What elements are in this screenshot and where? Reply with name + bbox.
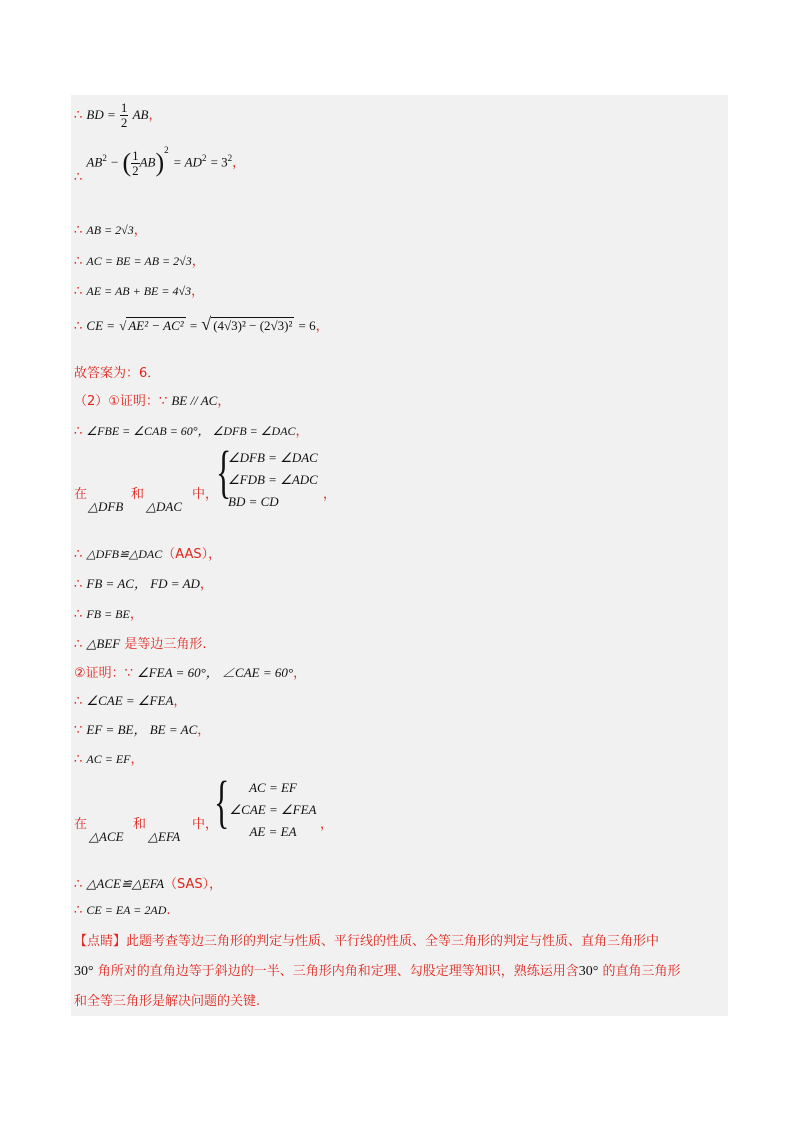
- label-zhong: 中，: [192, 817, 219, 832]
- formula: △BEF: [86, 636, 121, 651]
- step-cae-fea: [74, 690, 186, 709]
- minus-sign: −: [110, 154, 119, 170]
- step-pythagoras-abd: [74, 145, 246, 185]
- formula: CE = EA = 2AD: [86, 903, 167, 917]
- comment-text: 的直角三角形: [598, 964, 681, 979]
- square-sup: 2: [227, 153, 233, 164]
- comment-tag: 【点睛】: [74, 934, 127, 949]
- step-congruent-aas: [74, 543, 221, 562]
- step-congruent-sas: [74, 873, 222, 892]
- punct: ，: [191, 284, 205, 299]
- formula: ∠FBE = ∠CAB = 60°， ∠DFB = ∠DAC: [86, 424, 296, 438]
- punct: ，: [217, 394, 231, 409]
- punct: ，: [199, 577, 213, 592]
- label-zhong: 中，: [192, 487, 219, 502]
- therefore-symbol: ∴: [74, 877, 83, 892]
- therefore-symbol: ∴: [74, 752, 83, 767]
- label-he: 和: [133, 817, 147, 832]
- formula: FB = AC， FD = AD: [86, 576, 200, 591]
- label-he: 和: [131, 487, 145, 502]
- proof-part2b-start: [74, 662, 306, 681]
- therefore-symbol: ∴: [74, 108, 83, 123]
- numerator: 1: [132, 147, 139, 163]
- therefore-symbol: ∴: [74, 254, 83, 269]
- punct: ，: [320, 817, 334, 832]
- formula-rhs: AB: [132, 107, 149, 122]
- step-ae-value: [74, 280, 204, 299]
- therefore-symbol: ∴: [74, 223, 83, 238]
- punct: ，: [173, 694, 187, 709]
- step-ce-2ad: [74, 903, 171, 918]
- brace-icon: {: [216, 439, 232, 504]
- comment-text: 角所对的直角边等于斜边的一半、三角形内角和定理、勾股定理等知识，熟练运用含: [93, 964, 579, 979]
- equals-sign: =: [189, 318, 198, 333]
- proof-part2-start: [74, 390, 230, 409]
- square-sup: 2: [102, 153, 107, 164]
- system-row: ∠DFB = ∠DAC: [228, 450, 318, 465]
- system-row: ∠CAE = ∠FEA: [229, 802, 317, 817]
- formula: AC = EF: [86, 752, 131, 766]
- comment-paragraph: [74, 927, 728, 1017]
- term-3: = 3: [210, 154, 228, 170]
- because-symbol: ∵: [74, 723, 83, 738]
- theorem-note: （AAS）: [162, 547, 209, 562]
- result: = 6: [298, 318, 316, 333]
- fraction-half: [131, 149, 140, 178]
- punct: ，: [130, 752, 144, 767]
- comment-line-3: 和全等三角形是解决问题的关键.: [74, 994, 261, 1009]
- triangle-2: △EFA: [148, 829, 181, 844]
- triangle-1: △DFB: [88, 499, 124, 514]
- therefore-symbol: ∴: [74, 424, 83, 439]
- therefore-symbol: ∴: [74, 284, 83, 299]
- punct: ，: [232, 155, 246, 171]
- therefore-symbol: ∴: [74, 637, 83, 652]
- punct: ，: [197, 723, 211, 738]
- because-symbol: ∵: [124, 666, 133, 681]
- step-ef-be: [74, 719, 210, 738]
- denominator: 2: [132, 162, 139, 178]
- formula: △ACE≌△EFA: [86, 876, 165, 891]
- formula: ∠FEA = 60°， ∠CAE = 60°: [137, 665, 294, 680]
- term-ab: AB: [86, 154, 103, 170]
- term-ad: = AD: [172, 154, 202, 170]
- punct: .: [166, 903, 171, 918]
- therefore-symbol: ∴: [74, 577, 83, 592]
- formula: △DFB≌△DAC: [86, 547, 163, 561]
- brace-icon: {: [214, 769, 230, 834]
- system-row: ∠FDB = ∠ADC: [228, 472, 318, 487]
- paren-right: ): [155, 148, 165, 177]
- square-sup: 2: [201, 153, 207, 164]
- section-label: （2）①证明：: [74, 394, 159, 409]
- comment-line-1: [74, 927, 728, 957]
- answer-line: 故答案为：6．: [74, 366, 161, 381]
- therefore-symbol: ∴: [74, 903, 83, 918]
- degree-value: 30°: [578, 964, 599, 979]
- step-ac-ef: [74, 748, 144, 767]
- triangle-1: △ACE: [89, 829, 124, 844]
- formula: FB = BE: [86, 607, 130, 621]
- step-angles: [74, 420, 309, 439]
- formula: AC = BE = AB = 2√3: [86, 254, 192, 268]
- system-rows: [228, 447, 318, 513]
- conclusion-text: 是等边三角形.: [120, 637, 207, 652]
- label-zai: 在: [74, 487, 88, 502]
- sqrt-content: (4√3)² − (2√3)²: [213, 318, 293, 333]
- therefore-symbol: ∴: [74, 169, 83, 185]
- punct: ，: [191, 254, 205, 269]
- punct: ，: [208, 547, 222, 562]
- comment-line-2: [74, 957, 728, 987]
- theorem-note: （SAS）: [164, 877, 210, 892]
- system-row: AE = EA: [249, 824, 297, 839]
- sqrt-sign: √: [201, 314, 212, 334]
- formula: AB = 2√3: [86, 223, 134, 237]
- system-row: AC = EF: [249, 780, 297, 795]
- formula: BE // AC: [171, 393, 218, 408]
- therefore-symbol: ∴: [74, 607, 83, 622]
- step-fb-be: [74, 603, 143, 622]
- formula: ∠CAE = ∠FEA: [86, 693, 174, 708]
- step-equilateral: [74, 633, 207, 652]
- punct: ，: [209, 877, 223, 892]
- punct: ，: [148, 108, 162, 123]
- because-symbol: ∵: [158, 394, 168, 409]
- numerator: 1: [120, 100, 128, 115]
- formula: AE = AB + BE = 4√3: [86, 284, 192, 298]
- formula: EF = BE， BE = AC: [86, 722, 198, 737]
- punct: ，: [133, 223, 147, 238]
- denominator: 2: [120, 115, 128, 130]
- formula-lhs: CE =: [86, 318, 116, 333]
- punct: ，: [315, 319, 329, 334]
- comment-text: 此题考查等边三角形的判定与性质、平行线的性质、全等三角形的判定与性质、直角三角形中: [126, 934, 660, 949]
- system-rows: [228, 777, 318, 843]
- label-zai: 在: [74, 817, 88, 832]
- term-ab: AB: [139, 154, 156, 170]
- triangle-2: △DAC: [146, 499, 182, 514]
- step-ac-value: [74, 250, 205, 269]
- square-sup: 2: [164, 145, 169, 156]
- punct: ，: [293, 666, 307, 681]
- punct: ，: [129, 607, 143, 622]
- therefore-symbol: ∴: [74, 694, 83, 709]
- step-bd-half-ab: [74, 101, 161, 130]
- punct: ，: [295, 424, 309, 439]
- step-ce-value: [74, 314, 329, 335]
- degree-value: 30°: [74, 964, 94, 979]
- step-ab-value: [74, 219, 147, 238]
- formula-lhs: BD =: [86, 107, 116, 122]
- system-row: BD = CD: [228, 494, 279, 509]
- therefore-symbol: ∴: [74, 319, 83, 334]
- paren-left: (: [122, 148, 132, 177]
- therefore-symbol: ∴: [74, 547, 83, 562]
- section-label: ②证明：: [74, 666, 125, 681]
- sqrt-content: AE² − AC²: [128, 318, 184, 333]
- step-fb-ac: [74, 573, 213, 592]
- sqrt-sign: √: [119, 318, 127, 333]
- fraction-half: [120, 101, 129, 130]
- punct: ，: [323, 487, 337, 502]
